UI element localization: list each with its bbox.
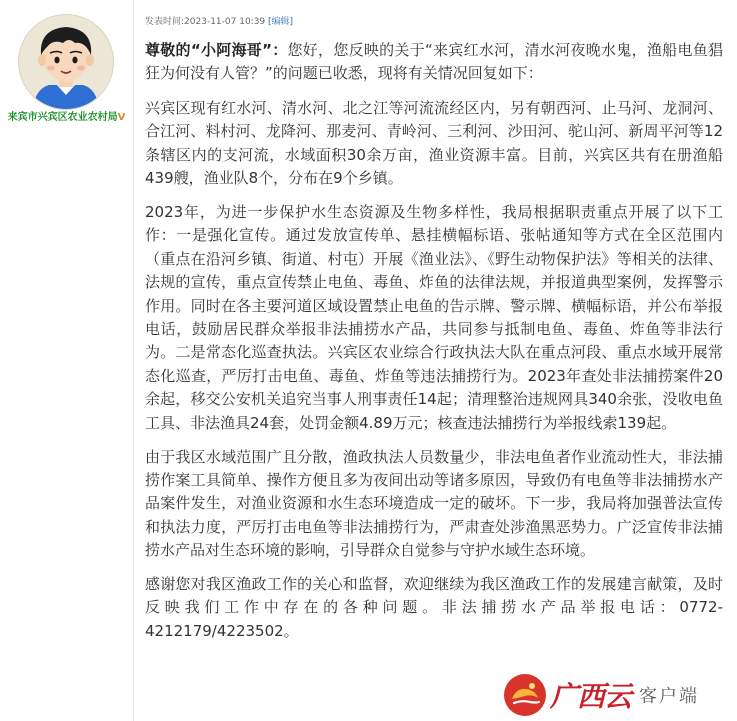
verified-badge: V [117, 112, 126, 123]
watermark-client: 客户端 [639, 685, 700, 707]
reply-body [145, 39, 723, 654]
reply-meta [145, 14, 293, 27]
guangxiyun-logo-icon [502, 672, 548, 718]
avatar[interactable] [18, 14, 114, 110]
user-name[interactable] [0, 108, 133, 123]
greeting [145, 39, 723, 86]
greeting-text: 您好，您反映的关于“来宾红水河，清水河夜晚水鬼，渔船电鱼猖狂为何没有人管？”的问题已收悉，现将有关情况回复如下： [145, 41, 723, 83]
watermark [500, 668, 737, 721]
reply-paragraph: 2023年，为进一步保护水生态资源及生物多样性，我局根据职责重点开展了以下工作：一是强化宣传。通过发放宣传单、悬挂横幅标语、张帖通知等方式在全区范围内（重点在沿河乡镇、街道、村屯）开展《渔业法》、《野生动物保护法》等相关的法律、法规的宣传，重点宣传禁止电鱼、毒鱼、炸鱼的法律法规，并报道典型案例，发挥警示作用。同时在各主要河道区域设置禁止电鱼的告示牌、警示牌、横幅标语，并公布举报电话，鼓励居民群众举报非法捕捞水产品，共同参与抵制电鱼、毒鱼、炸鱼等非法行为。二是常态化巡查执法。兴宾区农业综合行政执法大队在重点河段、重点水域开展常态化巡查，严厉打击电鱼、毒鱼、炸鱼等违法捕捞行为。2023年查处非法捕捞案件20余起，移交公安机关追究当事人刑事责任14起；清理整治违规网具340余张，没收电鱼工具、非法渔具24套，处罚金额4.89万元；核查违法捕捞行为举报线索139起。 [145, 202, 723, 432]
post-time: 2023-11-07 10:39 [184, 17, 266, 27]
salutation: 尊敬的“小阿海哥”： [145, 41, 288, 59]
post-time-label: 发表时间: [145, 17, 185, 27]
reply-paragraph: 兴宾区现有红水河、清水河、北之江等河流流经区内，另有朝西河、止马河、龙洞河、合江河、料村河、龙降河、那麦河、青岭河、三利河、沙田河、驼山河、新周平河等12条辖区内的支河流，水域面积30余万亩，渔业资源丰富。目前，兴宾区共有在册渔船439艘，渔业队8个，分布在9个乡镇。 [145, 98, 723, 188]
watermark-brand: 广西云 [550, 679, 632, 713]
user-column [0, 0, 133, 721]
cartoon-boy-avatar-icon [19, 15, 113, 109]
reply-paragraph: 感谢您对我区渔政工作的关心和监督，欢迎继续为我区渔政工作的发展建言献策，及时反映我们工作中存在的各种问题。非法捕捞水产品举报电话：0772-4212179/4223502。 [145, 575, 723, 640]
column-divider [133, 0, 134, 721]
reply-paragraph: 由于我区水域范围广且分散，渔政执法人员数量少，非法电鱼者作业流动性大，非法捕捞作案工具简单、操作方便且多为夜间出动等诸多原因，导致仍有电鱼等非法捕捞水产品案件发生，对渔业资源和水生态环境造成一定的破坏。下一步，我局将加强普法宣传和执法力度，严厉打击电鱼等非法捕捞行为，严肃查处涉渔黑恶势力。广泛宣传非法捕捞水产品对生态环境的影响，引导群众自觉参与守护水域生态环境。 [145, 447, 723, 560]
edit-link[interactable]: [编辑] [268, 17, 294, 27]
user-name-text: 来宾市兴宾区农业农村局 [7, 112, 118, 123]
